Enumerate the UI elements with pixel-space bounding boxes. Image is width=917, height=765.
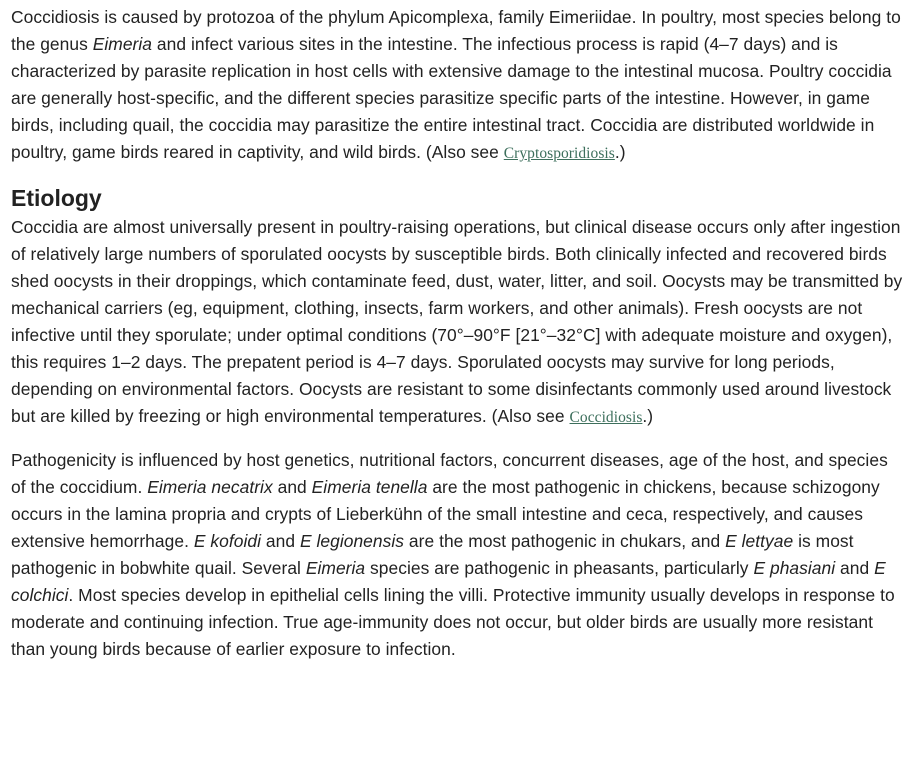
- link-cryptosporidiosis[interactable]: Cryptosporidiosis: [503, 145, 615, 162]
- species-e-phasiani: E phasiani: [753, 558, 836, 578]
- etiology-paragraph-2: [11, 447, 905, 663]
- etiology-p2-text-9: . Most species develop in epithelial cells lining the villi. Protective immunity usually develops in response to moderate and continuing infection. True age-immunity does not occur, but older birds are usually more resistant than young birds because of earlier exposure to infection.: [11, 585, 895, 659]
- link-coccidiosis[interactable]: Coccidiosis: [569, 409, 643, 426]
- etiology-p1-text-1: Coccidia are almost universally present in poultry-raising operations, but clinical disease occurs only after ingestion of relatively large numbers of sporulated oocysts by susceptible birds. Both clinically infected and recovered birds shed oocysts in their droppings, which contaminate feed, dust, water, litter, and soil. Oocysts may be transmitted by mechanical carriers (eg, equipment, clothing, insects, farm workers, and other animals). Fresh oocysts are not infective until they sporulate; under optimal conditions (70°–90°F [21°–32°C] with adequate moisture and oxygen), this requires 1–2 days. The prepatent period is 4–7 days. Sporulated oocysts may survive for long periods, depending on environmental factors. Oocysts are resistant to some disinfectants commonly used around livestock but are killed by freezing or high environmental temperatures. (Also see: [11, 217, 903, 426]
- intro-text-3: .): [614, 142, 626, 162]
- species-e-kofoidi: E kofoidi: [193, 531, 261, 551]
- etiology-p2-text-8: and: [835, 558, 875, 578]
- species-e-legionensis: E legionensis: [299, 531, 405, 551]
- etiology-p2-text-4: and: [261, 531, 300, 551]
- species-e-colchici: E colchici: [11, 558, 886, 605]
- species-e-lettyae: E lettyae: [725, 531, 794, 551]
- etiology-p1-text-2: .): [642, 406, 654, 426]
- species-eimeria-tenella: Eimeria tenella: [311, 477, 428, 497]
- intro-paragraph: [11, 4, 905, 167]
- etiology-paragraph-1: [11, 214, 905, 431]
- etiology-p2-text-3: are the most pathogenic in chickens, because schizogony occurs in the lamina propria and crypts of Lieberkühn of the small intestine and ceca, respectively, and causes extensive hemorrhage.: [11, 477, 880, 551]
- etiology-p2-text-6: is most pathogenic in bobwhite quail. Several: [11, 531, 854, 578]
- species-eimeria-necatrix: Eimeria necatrix: [147, 477, 273, 497]
- intro-genus-eimeria: Eimeria: [92, 34, 153, 54]
- etiology-p2-text-1: Pathogenicity is influenced by host genetics, nutritional factors, concurrent diseases, age of the host, and species of the coccidium.: [11, 450, 888, 497]
- etiology-p2-text-2: and: [272, 477, 312, 497]
- genus-eimeria: Eimeria: [305, 558, 366, 578]
- etiology-p2-text-7: species are pathogenic in pheasants, particularly: [365, 558, 754, 578]
- intro-text-2: and infect various sites in the intestine. The infectious process is rapid (4–7 days) and is characterized by parasite replication in host cells with extensive damage to the intestinal mucosa. Poultry coccidia are generally host-specific, and the different species parasitize specific parts of the intestine. However, in game birds, including quail, the coccidia may parasitize the entire intestinal tract. Coccidia are distributed worldwide in poultry, game birds reared in captivity, and wild birds. (Also see: [11, 34, 892, 162]
- section-heading-etiology: Etiology: [11, 185, 102, 211]
- intro-text-1: Coccidiosis is caused by protozoa of the phylum Apicomplexa, family Eimeriidae. In poultry, most species belong to the genus: [11, 7, 901, 54]
- etiology-p2-text-5: are the most pathogenic in chukars, and: [404, 531, 726, 551]
